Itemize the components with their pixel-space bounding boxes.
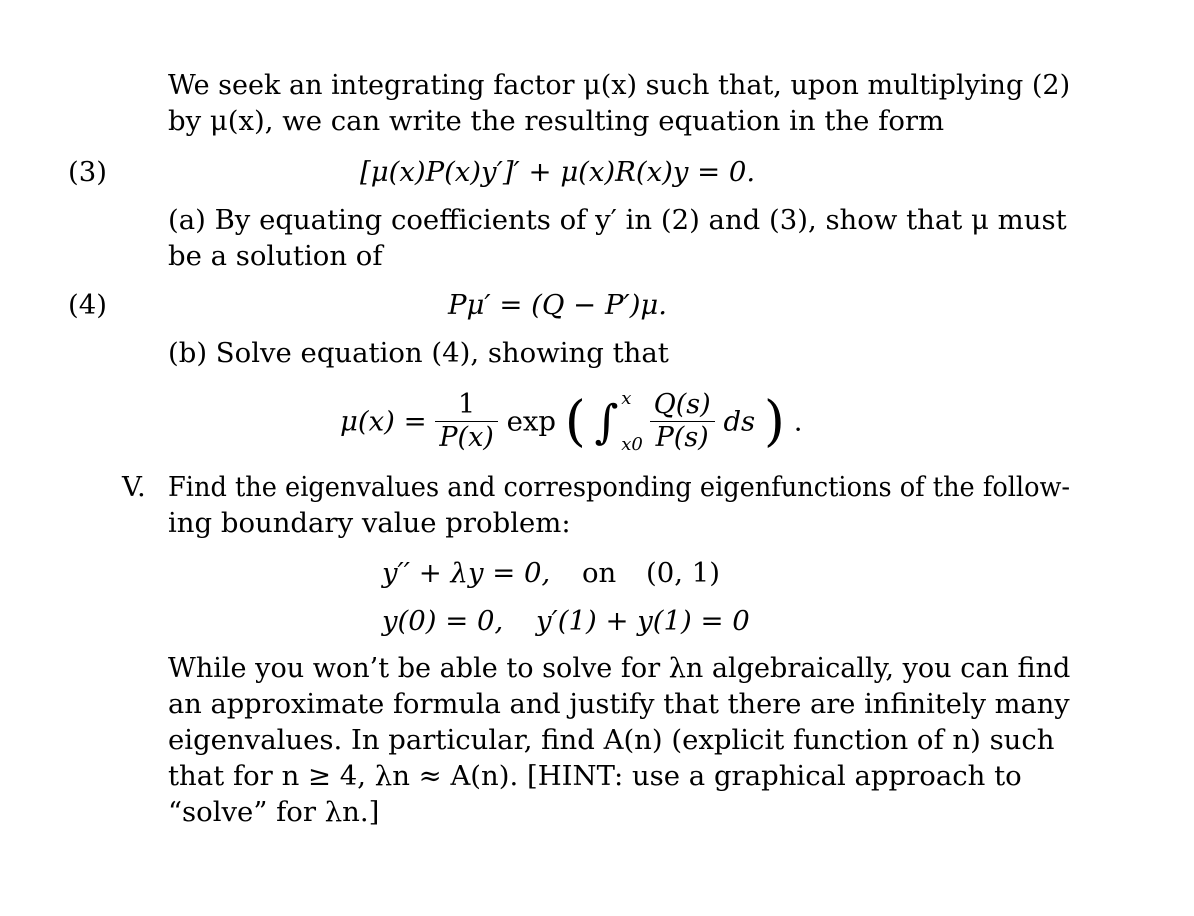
part-b-line-1: (b) Solve equation (4), showing that [168, 337, 669, 369]
right-paren: ) [763, 389, 785, 453]
problem-v-line-1: Find the eigenvalues and corresponding eigenfunctions of the follow- [168, 471, 1071, 503]
closing-line-1: While you won’t be able to solve for λn algebraically, you can find [168, 652, 1071, 684]
bvp-condition-2: y′(1) + y(1) = 0 [536, 605, 750, 637]
integral-lower-limit: x0 [621, 433, 643, 455]
mu-formula [340, 375, 803, 465]
bvp-on-word: on [582, 557, 617, 589]
part-a-line-1: (a) By equating coefficients of y′ in (2) and (3), show that μ must [168, 204, 1067, 236]
exp-function: exp [506, 405, 556, 438]
bvp-equation-1: y′′ + λy = 0, [382, 557, 551, 589]
closing-line-2: an approximate formula and justify that there are infinitely many [168, 688, 1070, 720]
mu-formula-lhs: μ(x) = [340, 405, 427, 438]
mu-formula-frac-num: 1 [435, 389, 497, 422]
mu-formula-fraction [435, 389, 497, 454]
bvp-condition-1: y(0) = 0, [382, 605, 504, 637]
problem-v-label: V. [122, 471, 146, 503]
equation-number-4: (4) [68, 289, 107, 321]
mu-formula-frac-den: P(x) [439, 422, 494, 453]
closing-line-3: eigenvalues. In particular, find A(n) (explicit function of n) such [168, 724, 1055, 756]
equation-3: [μ(x)P(x)y′]′ + μ(x)R(x)y = 0. [360, 156, 756, 188]
closing-line-4: that for n ≥ 4, λn ≈ A(n). [HINT: use a graphical approach to [168, 760, 1022, 792]
left-paren: ( [564, 389, 586, 453]
bvp-interval: (0, 1) [646, 557, 720, 589]
formula-period: . [793, 405, 803, 438]
integrand-den: P(s) [655, 422, 709, 453]
ds-term: ds [723, 405, 756, 438]
integrand-num: Q(s) [650, 389, 715, 422]
integral-limits [621, 387, 643, 455]
intro-line-1: We seek an integrating factor μ(x) such that, upon multiplying (2) [168, 69, 1071, 101]
equation-4: Pμ′ = (Q − P′)μ. [448, 289, 668, 321]
closing-line-5: “solve” for λn.] [168, 796, 380, 828]
intro-line-2: by μ(x), we can write the resulting equation in the form [168, 105, 945, 137]
integrand-fraction [650, 389, 715, 454]
integral-upper-limit: x [621, 387, 632, 409]
integral-sign: ∫ [594, 394, 619, 449]
part-a-line-2: be a solution of [168, 240, 383, 272]
problem-v-line-2: ing boundary value problem: [168, 507, 571, 539]
equation-number-3: (3) [68, 156, 107, 188]
